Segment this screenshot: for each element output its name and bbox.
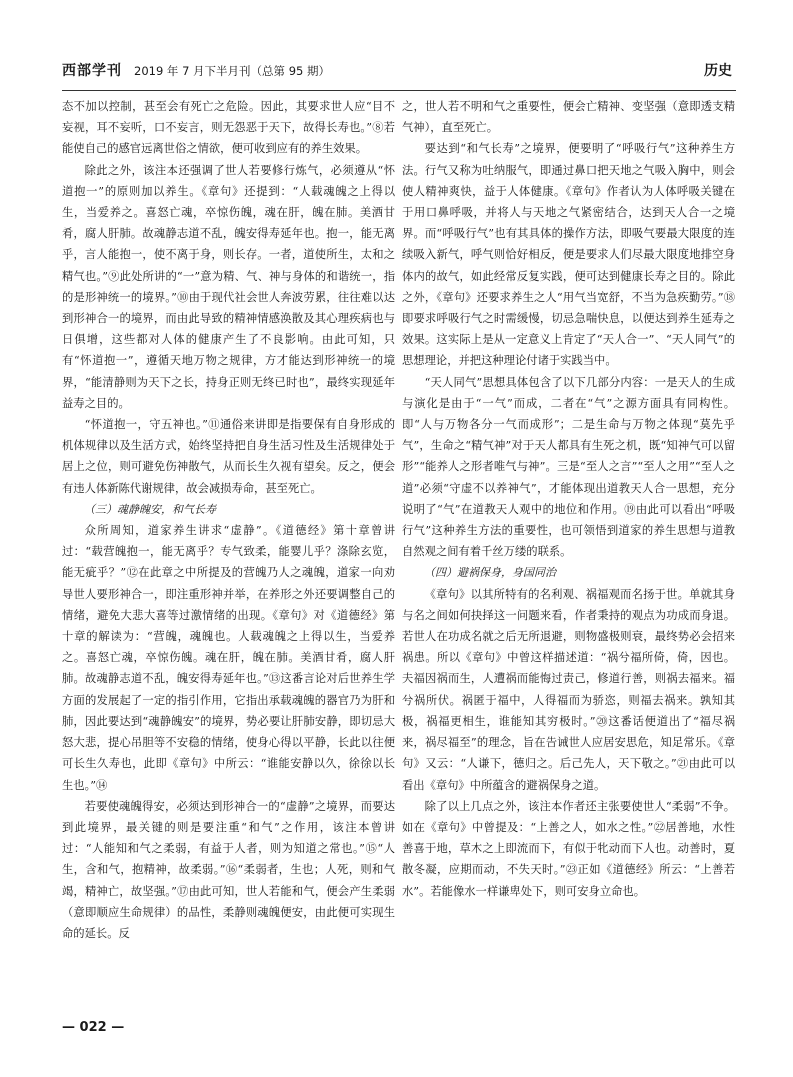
page-number: — 022 — [62, 1020, 125, 1035]
paragraph: 众所周知，道家养生讲求“虚静”。《道德经》第十章曾讲过：“载营魄抱一，能无离乎？专气致柔，能婴儿乎？涤除玄览，能无疵乎？”⑫在此章之中所提及的营魄乃人之魂魄，道家一向劝导世人要形神合一，即注重形神并举，在养形之外还要调整自己的情绪，避免大悲大喜等过激情绪的出现。《章句》对《道德经》第十章的解读为：“营魄，魂魄也。人载魂魄之上得以生，当爱养之。喜怒亡魂，卒惊伤魄。魂在肝，魄在肺。美酒甘肴，腐人肝肺。故魂静志道不乱，魄安得寿延年也。”⑬这番言论对后世养生学方面的发展起了一定的指引作用，它指出承载魂魄的器官乃为肝和肺，因此要达到“魂静魄安”的境界，势必要让肝肺安静，即切忌大怒大悲，提心吊胆等不安稳的情绪，使身心得以平静，长此以往便可长生久寿也，此即《章句》中所云：“谁能安静以久，徐徐以长生也。”⑭ [62, 524, 395, 792]
paragraph: 态不加以控制，甚至会有死亡之危险。因此，其要求世人应“目不妄视，耳不妄听，口不妄言，则无怨恶于天下，故得长寿也。”⑧若能使自己的感官远离世俗之情欲，便可收到应有的养生效果。 [62, 100, 395, 156]
paragraph: 要达到“和气长寿”之境界，便要明了“呼吸行气”这种养生方法。行气又称为吐纳服气，即通过鼻口把天地之气吸入胸中，则会使人精神爽快，益于人体健康。《章句》作者认为人体呼吸关键在于用口鼻呼吸，并将人与天地之气紧密结合，达到天人合一之境界。而“呼吸行气”也有其具体的操作方法，即吸气要最大限度的连续吸入新气，呼气则恰好相反，便是要求人们尽最大限度地排空身体内的故气，如此经常反复实践，便可达到健康长寿之目的。除此之外，《章句》还要求养生之人“用气当宽舒，不当为急疾勤劳。”⑱即要求呼吸行气之时需缓慢，切忌急喘快息，以便达到养生延寿之效果。这实际上是从一定意义上肯定了“天人合一”、“天人同气”的思想理论，并把这种理论付诸于实践当中。 [402, 142, 735, 368]
left-column [62, 96, 395, 944]
paragraph: 《章句》以其所特有的名利观、祸福观而名扬于世。单就其身与名之间如何抉择这一问题来看，作者秉持的观点为功成而身退。若世人在功成名就之后无所退避，则物盛极则衰，最终势必会招来祸患。所以《章句》中曾这样描述道：“祸兮福所倚，倚，因也。夫福因祸而生，人遭祸而能悔过责己，修道行善，则祸去福来。福兮祸所伏。祸匿于福中，人得福而为骄恣，则福去祸来。孰知其极，祸福更相生，谁能知其穷极时。”⑳这番话便道出了“福尽祸来，祸尽福至”的理念，旨在告诫世人应居安思危，知足常乐。《章句》又云：“人谦下，德归之。后己先人，天下敬之。”㉑由此可以看出《章句》中所蕴含的避祸保身之道。 [402, 587, 735, 792]
paragraph: 若要使魂魄得安，必须达到形神合一的“虚静”之境界，而要达到此境界，最关键的则是要注重“和气”之作用，该注本曾讲过：“人能知和气之柔弱，有益于人者，则为知道之常也。”⑮“人生，含和气，抱精神，故柔弱。”⑯“柔弱者，生也；人死，则和气竭，精神亡，故坚强。”⑰由此可知，世人若能和气，便会产生柔弱（意即顺应生命规律）的品性，柔静则魂魄便安，由此便可实现生命的延长。反 [62, 799, 395, 940]
right-column [402, 96, 735, 902]
subsection-heading: （三）魂静魄安，和气长寿 [84, 502, 216, 516]
paragraph: 除此之外，该注本还强调了世人若要修行炼气，必须遵从“怀道抱一”的原则加以养生。《章句》还提到：“人载魂魄之上得以生，当爱养之。喜怒亡魂，卒惊伤魄，魂在肝，魄在肺。美酒甘肴，腐人肝肺。故魂静志道不乱，魄安得寿延年也。抱一，能无离乎，言人能抱一，使不离于身，则长存。一者，道使所生，太和之精气也。”⑨此处所讲的“一”意为精、气、神与身体的和谐统一，指的是形神统一的境界。”⑩由于现代社会世人奔波劳累，往往难以达到形神合一的境界，而由此导致的精神情感涣散及其心理疾病也与日俱增，这些都对人体的健康产生了不良影响。由此可知，只有“怀道抱一”，遵循天地万物之规律，方才能达到形神统一的境界，“能清静则为天下之长，持身正则无终已时也”，最终实现延年益寿之目的。 [62, 163, 395, 410]
paragraph: “天人同气”思想具体包含了以下几部分内容：一是天人的生成与演化是由于“一气”而成，二者在“气”之源方面具有同构性。即“人与万物各分一气而成形”；二是生命与万物之体现“莫先乎气”，生命之“精气神”对于天人都具有生死之机，既“知神气可以留形”“能养人之形者唯气与神”。三是“至人之言”“至人之用”“至人之道”必须“守虚不以养神气”，才能体现出道教天人合一思想，充分说明了“气”在道教天人观中的地位和作用。⑲由此可以看出“呼吸行气”这种养生方法的重要性，也可领悟到道家的养生思想与道教自然观之间有着千丝万缕的联系。 [402, 375, 735, 559]
journal-name: 西部学刊 [62, 63, 122, 79]
paragraph: “怀道抱一，守五神也。”⑪通俗来讲即是指要保有自身形成的机体规律以及生活方式，始终坚持把自身生活习性及生活规律处于居上之位，则可避免伤神散气，从而长生久视有望矣。反之，便会有违人体新陈代谢规律，故会减损寿命，甚至死亡。 [62, 418, 395, 495]
page-header [62, 56, 736, 91]
paragraph: 除了以上几点之外，该注本作者还主张要使世人“柔弱”不争。如在《章句》中曾提及：“上善之人，如水之性。”㉒居善地，水性善喜于地，草木之上即流而下，有似于牝动而下人也。动善时，夏散冬凝，应期而动，不失天时。”㉓正如《道德经》所云：“上善若水”。若能像水一样谦卑处下，则可安身立命也。 [402, 799, 735, 898]
subsection-heading: （四）避祸保身，身国同治 [424, 566, 556, 580]
paragraph: 之，世人若不明和气之重要性，便会亡精神、变坚强（意即透支精气神），直至死亡。 [402, 100, 735, 135]
issue-info: 2019 年 7 月下半月刊（总第 95 期） [134, 64, 330, 78]
section-label: 历史 [704, 63, 732, 79]
